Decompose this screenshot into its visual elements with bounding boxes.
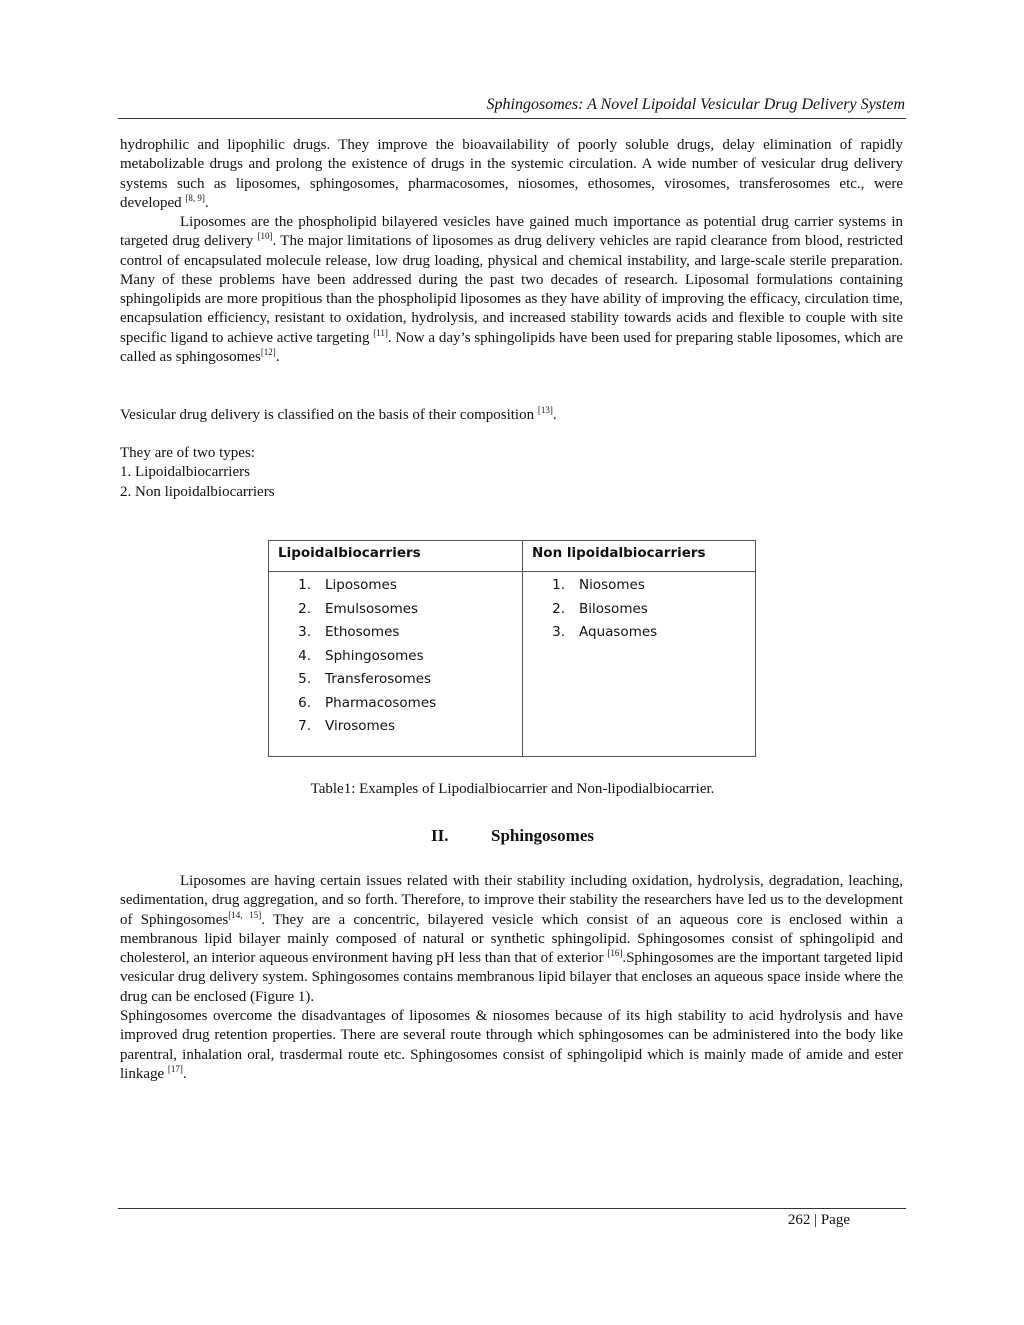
biocarrier-table [268,540,756,757]
section-number: II. [431,826,449,845]
list-text: Bilosomes [579,600,648,617]
list-text: Emulsosomes [325,600,419,617]
types-intro: They are of two types: [120,445,255,461]
list-number: 5. [298,671,311,687]
list-number: 3. [552,624,565,640]
running-header: Sphingosomes: A Novel Lipoidal Vesicular Drug Delivery System [486,96,905,113]
paragraph-text: . They are a concentric, bilayered vesicle which consist of an aqueous core is enclosed within a membranous lipid bilayer mainly composed of natural or synthetic sphingolipid. Sphingosomes consist of sphingolipid and cholesterol, an interior aqueous environment having pH less than that of exterior [120,911,903,967]
list-number: 2. [298,600,311,617]
paragraph-advantages [120,1007,903,1084]
citation: [12] [260,347,276,358]
section-title: Sphingosomes [491,826,594,845]
paragraph-liposomes [120,213,903,367]
list-text: Sphingosomes [325,647,424,664]
list-number: 7. [298,718,311,734]
paragraph-text: Liposomes are the phospholipid bilayered vesicles have gained much importance as potential drug carrier systems in targeted drug delivery [120,214,903,250]
section-heading [120,826,905,846]
types-item: 1. Lipoidalbiocarriers [120,464,250,481]
list-item [269,621,522,645]
list-item [269,668,522,692]
citation: [8, 9] [185,192,205,203]
paragraph-text: .Sphingosomes are the important targeted lipid vesicular drug delivery system. Sphingosomes contains membranous lipid bilayer that encloses an aqueous space inside where the drug can be enclosed (Figure 1). [120,950,903,1005]
citation: [17] [167,1063,183,1074]
paragraph-sphingosomes [120,872,903,1007]
list-number: 3. [298,624,311,640]
citation: [16] [607,948,623,959]
citation: [13] [537,405,553,415]
list-text: Aquasomes [579,624,658,640]
list-text: Pharmacosomes [325,694,437,711]
list-number: 4. [298,647,311,664]
list-text: Ethosomes [325,624,400,640]
list-item [523,621,755,645]
header-rule [118,118,906,119]
list-number: 1. [298,577,311,593]
list-item [269,715,522,739]
types-list [120,444,275,502]
list-item [523,598,755,622]
citation: [14, 15] [228,909,262,920]
list-item [269,598,522,622]
footer-rule [118,1208,906,1209]
paragraph-text: hydrophilic and lipophilic drugs. They improve the bioavailability of poorly soluble drugs, delay elimination of rapidly metabolizable drugs and prolong the existence of drugs in the systemic circulation. A wide number of vesicular drug delivery systems such as liposomes, sphingosomes, pharmacosomes, niosomes, ethosomes, virosomes, transferosomes etc., were developed [120,137,903,211]
paragraph-text: . Now a day’s sphingolipids have been used for preparing stable liposomes, which are called as sphingosomes [120,329,904,366]
paragraph-text: Liposomes are having certain issues related with their stability including oxidation, hydrolysis, degradation, leaching, sedimentation, drug aggregation, and so forth. Therefore, to improve their stability the researchers have led us to the development of Sphingosomes [120,873,903,928]
non-lipoidal-list [523,574,755,645]
lipoidal-list [269,574,522,739]
list-item [523,574,755,598]
table-header-lipoidal: Lipoidalbiocarriers [269,541,523,572]
paragraph-text: Vesicular drug delivery is classified on the basis of their composition [120,407,538,423]
paragraph-end: . [552,407,557,423]
list-text: Transferosomes [325,671,432,687]
list-number: 2. [552,600,565,617]
citation: [11] [373,327,388,338]
table-cell-lipoidal [269,572,523,757]
list-text: Liposomes [325,577,397,593]
page-number: 262 | Page [787,1212,850,1228]
list-number: 1. [552,577,565,593]
list-text: Niosomes [579,577,645,593]
list-number: 6. [298,694,311,711]
paragraph-end: . [204,194,209,211]
table-cell-non-lipoidal [523,572,756,757]
table-caption: Table1: Examples of Lipodialbiocarrier and Non-lipodialbiocarrier. [310,781,715,797]
list-item [269,645,522,669]
types-item: 2. Non lipoidalbiocarriers [120,483,275,500]
paragraph-end: . [182,1065,187,1082]
citation: [10] [257,231,273,242]
paragraph-intro [120,136,903,213]
paragraph-text: . The major limitations of liposomes as drug delivery vehicles are rapid clearance from blood, restricted control of encapsulated molecule release, low drug loading, physical and chemical instability, and large-scale sterile preparation. Many of these problems have been addressed during the past two decades of research. Liposomal formulations containing sphingolipids are more propitious than the phospholipid liposomes as they have ability of improving the efficacy, circulation time, encapsulation efficiency, resistant to oxidation, hydrolysis, and increased stability towards acids and flexible to couple with site specific ligand to achieve active targeting [120,233,903,346]
list-item [269,574,522,598]
paragraph-end: . [275,349,280,366]
table-header-non-lipoidal: Non lipoidalbiocarriers [523,541,756,572]
paragraph-classification [120,406,557,425]
list-item [269,692,522,716]
paragraph-text: Sphingosomes overcome the disadvantages of liposomes & niosomes because of its high stability to acid hydrolysis and have improved drug retention properties. There are several route through which sphingosomes can be administered into the body like parentral, inhalation oral, trasdermal route etc. Sphingosomes consist of sphingolipid which is mainly made of amide and ester linkage [120,1008,903,1082]
list-text: Virosomes [325,718,395,734]
